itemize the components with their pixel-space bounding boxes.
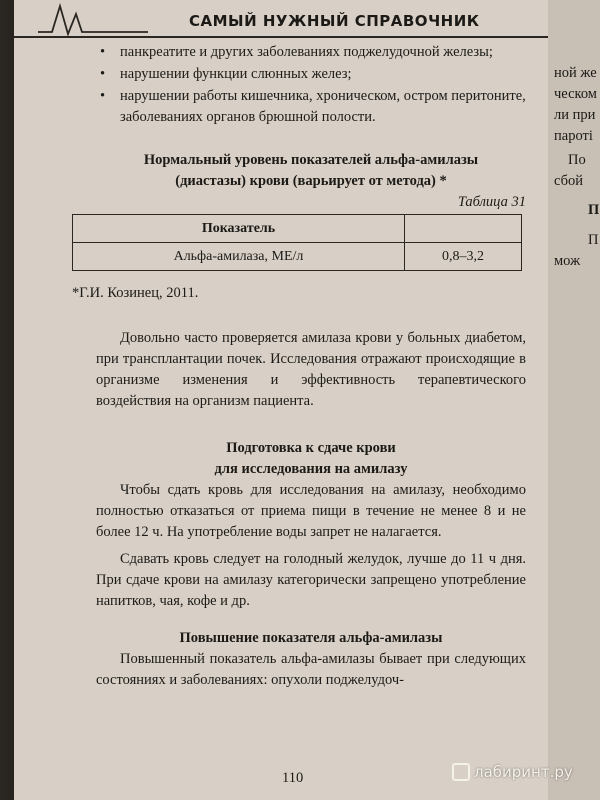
table-cell-name: Альфа-амилаза, МЕ/л (73, 243, 405, 271)
bullet-list (96, 42, 526, 128)
next-page-fragment: ли при (554, 107, 596, 123)
watermark (452, 763, 573, 781)
table-header-row (73, 215, 522, 243)
list-item: • нарушении работы кишечника, хроническом, остром перитоните, заболеваниях органов брюшной полости. (96, 86, 526, 128)
running-title: САМЫЙ НУЖНЫЙ СПРАВОЧНИК (189, 12, 480, 30)
table-header-cell: Показатель (73, 215, 405, 243)
heartbeat-icon (38, 0, 148, 36)
next-page-fragment: П (588, 202, 600, 218)
next-page-fragment: пароті (554, 128, 593, 144)
next-page-fragment: сбой (554, 173, 583, 189)
labirint-logo-icon (452, 763, 470, 781)
next-page-fragment: ческом (554, 86, 597, 102)
paragraph: Повышенный показатель альфа-амилазы бывает при следующих состояниях и заболеваниях: опухоли поджелудоч- (96, 651, 526, 688)
table-header-cell-empty (405, 215, 522, 243)
watermark-text: лабиринт.ру (474, 763, 573, 781)
table-cell-value: 0,8–3,2 (405, 243, 522, 271)
reference-table (72, 214, 522, 271)
list-item: • нарушении функции слюнных желез; (96, 64, 526, 85)
list-item: • панкреатите и других заболеваниях поджелудочной железы; (96, 42, 526, 63)
next-page-fragment: ной же (554, 65, 597, 81)
paragraph: Чтобы сдать кровь для исследования на амилазу, необходимо полностью отказаться от приема пищи в течение не менее 8 и не более 12 ч. На употребление воды запрет не налагается. (96, 482, 526, 540)
section-heading: Повышение показателя альфа-амилазы (179, 630, 443, 646)
next-page-fragment: П (588, 232, 599, 248)
paragraph: Сдавать кровь следует на голодный желудок, лучше до 11 ч дня. При сдаче крови на амилазу категорически запрещено употребление напитков, чая, кофе и др. (96, 551, 526, 609)
page-content (72, 42, 526, 691)
table-row (73, 243, 522, 271)
paragraph: Довольно часто проверяется амилаза крови у больных диабетом, при трансплантации почек. Исследования отражают происходящие в организме изменения и эффективность терапевтического воздействия на организм пациента. (96, 330, 526, 409)
book-page (14, 0, 549, 800)
section-heading: Нормальный уровень показателей альфа-амилазы (диастазы) крови (варьирует от метода) * (143, 152, 479, 189)
table-caption: Таблица 31 (457, 194, 526, 210)
page-header (14, 0, 549, 38)
page-number: 110 (282, 770, 304, 786)
next-page-fragment: мож (554, 253, 581, 269)
next-page-edge (548, 0, 600, 800)
section-heading: Подготовка к сдаче крови для исследования на амилазу (214, 440, 408, 477)
footnote: *Г.И. Козинец, 2011. (72, 285, 199, 301)
next-page-fragment: По (568, 152, 586, 168)
